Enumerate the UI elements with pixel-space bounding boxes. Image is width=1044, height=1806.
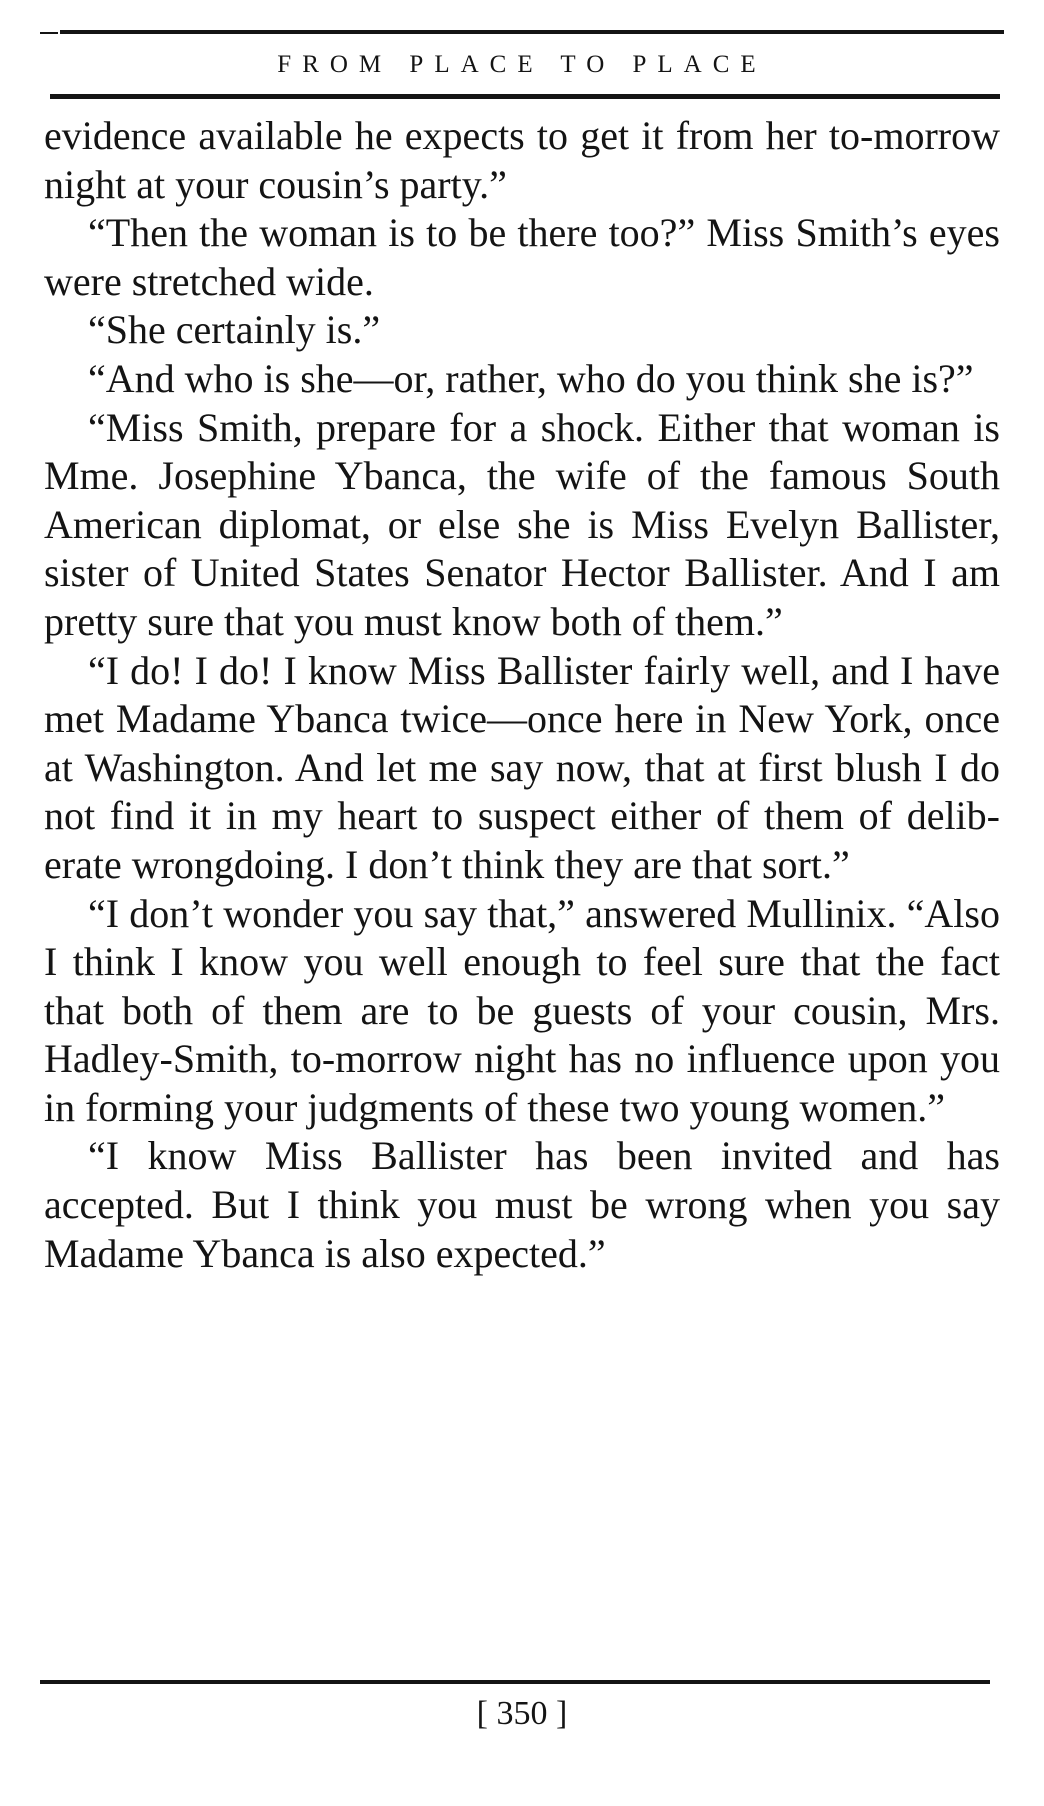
paragraph: “I know Miss Ballister has been invited and has accepted. But I think you must be wrong when you say Madame Ybanca is also expected.” xyxy=(44,1133,1000,1276)
paragraph: “Then the woman is to be there too?” Miss Smith’s eyes were stretched wide. xyxy=(44,210,1000,304)
body-text xyxy=(44,112,1000,1278)
paragraph: “She certainly is.” xyxy=(88,307,381,353)
running-head: FROM PLACE TO PLACE xyxy=(277,51,767,78)
header-rule xyxy=(50,94,1000,99)
top-rule xyxy=(60,30,1004,34)
paragraph: “Miss Smith, prepare for a shock. Either that woman is Mme. Josephine Ybanca, the wife of the famous South American diplomat, or else she is Miss Evelyn Ballister, sister of United States Senator Hector Ballister. And I am pretty sure that you must know both of them.” xyxy=(44,404,1000,644)
top-rule-tick xyxy=(40,32,58,34)
paragraph: “I do! I do! I know Miss Ballister fairly well, and I have met Madame Ybanca twice—once here in New York, once at Washington. And let me say now, that at first blush I do not find it in my heart to suspect either of them of deliberate wrongdoing. I don’t think they are that sort.” xyxy=(44,647,1000,887)
book-page xyxy=(40,0,1004,1806)
paragraph-continued: evidence available he expects to get it from her to-morrow night at your cousin’s party.” xyxy=(44,113,1000,207)
page-number: [ 350 ] xyxy=(476,1695,568,1732)
paragraph: “I don’t wonder you say that,” answered Mullinix. “Also I think I know you well enough to feel sure that the fact that both of them are to be guests of your cousin, Mrs. Hadley-Smith, to-morrow night has no influence upon you in forming your judgments of these two young women.” xyxy=(44,890,1000,1130)
paragraph: “And who is she—or, rather, who do you think she is?” xyxy=(88,355,974,401)
footer-rule xyxy=(40,1680,990,1684)
